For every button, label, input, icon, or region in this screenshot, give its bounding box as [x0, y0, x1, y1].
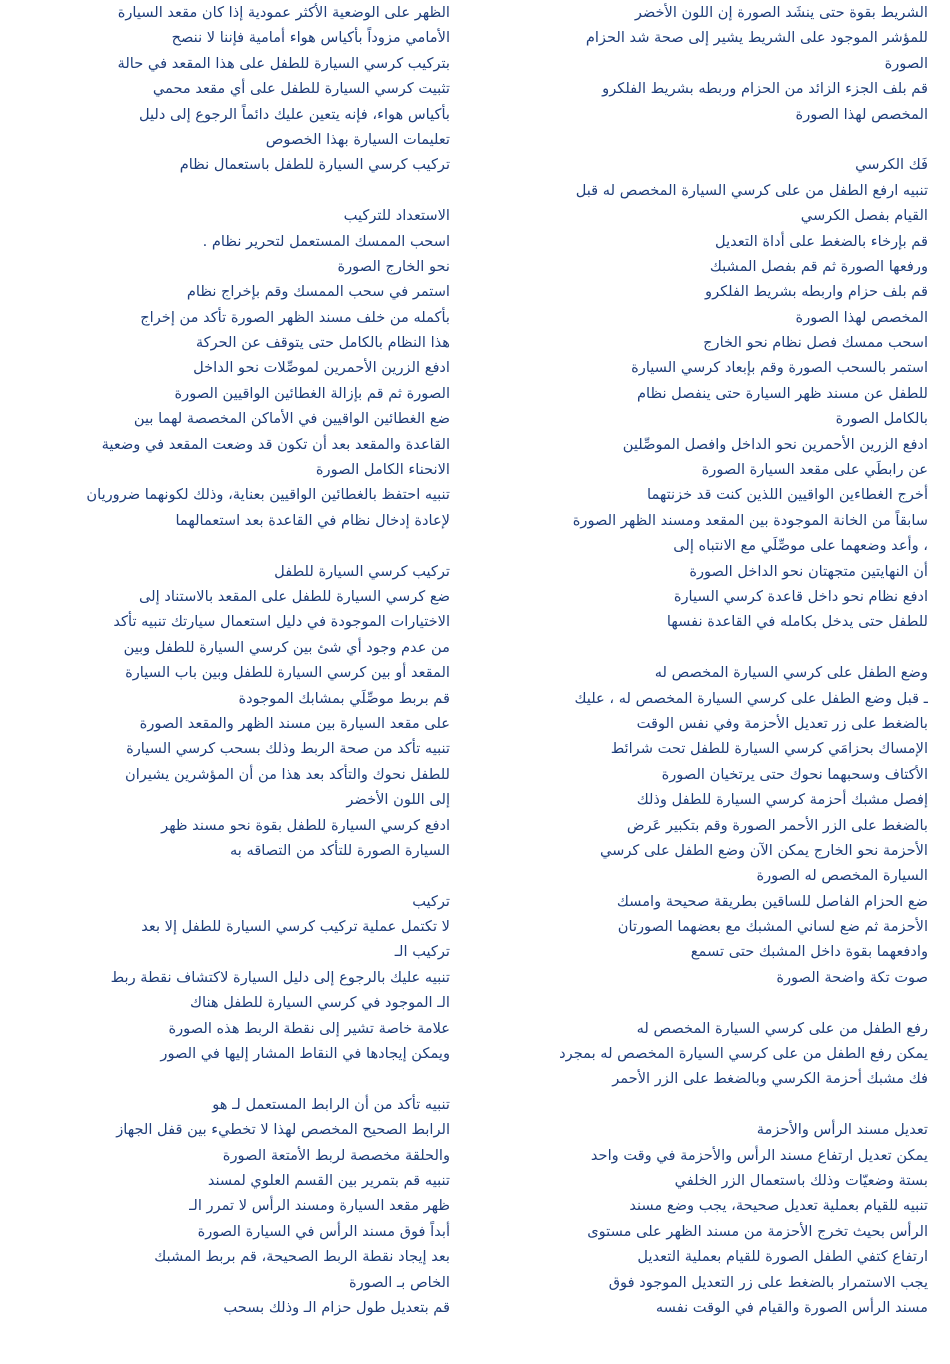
right-column-line: الشريط بقوة حتى ينشَد الصورة إن اللون الأخضر	[634, 4, 928, 21]
right-column-line: فك مشبك أحزمة الكرسي وبالضغط على الزر الأحمر	[612, 1070, 928, 1088]
right-column-line: ، وأعد وضعهما على موصِّلَي مع الانتباه إلى	[673, 537, 928, 555]
left-column-line: تنبيه تأكد من صحة الربط وذلك بسحب كرسي السيارة	[126, 740, 450, 758]
left-column-line: ظهر مقعد السيارة ومسند الرأس لا تمرر الـ	[189, 1197, 450, 1215]
left-column-line: الرابط الصحيح المخصص لهذا لا تخطيء بين قفل الجهاز	[116, 1121, 450, 1139]
right-column-line: استمر بالسحب الصورة وقم بإبعاد كرسي السيارة	[631, 359, 928, 377]
right-column-line: تنبيه ارفع الطفل من على كرسي السيارة المخصص له قبل	[575, 181, 928, 199]
left-column-line: علامة خاصة تشير إلى نقطة الربط هذه الصورة	[168, 1019, 450, 1037]
left-column-line: الاختيارات الموجودة في دليل استعمال سيارتك تنبيه تأكد	[113, 613, 450, 631]
right-column-line: عن رابطَي على مقعد السيارة الصورة	[701, 461, 928, 479]
left-column-line: تنبيه تأكد من أن الرابط المستعمل لـ هو	[212, 1095, 450, 1113]
left-column-line: الظهر على الوضعية الأكثر عمودية إذا كان مقعد السيارة	[117, 4, 450, 21]
right-column-line: ورفعها الصورة ثم قم بفصل المشبك	[709, 257, 928, 275]
right-column-line: أن النهايتين متجهتان نحو الداخل الصورة	[689, 562, 928, 580]
right-column-line: الإمساك بحزامَي كرسي السيارة للطفل تحت شرائط	[610, 740, 928, 758]
right-column-line: الصورة	[884, 54, 928, 72]
left-column-line: استمر في سحب الممسك وقم بإخراج نظام	[186, 283, 450, 301]
left-column-line: لا تكتمل عملية تركيب كرسي السيارة للطفل إلا بعد	[141, 918, 450, 936]
right-column-line: سابقاً من الخانة الموجودة بين المقعد ومسند الظهر الصورة	[572, 511, 928, 529]
left-column-line: على مقعد السيارة بين مسند الظهر والمقعد الصورة	[139, 714, 450, 732]
right-column-line: ادفع الزرين الأحمرين نحو الداخل وافصل الموصِّلين	[622, 435, 928, 453]
right-column-line: مسند الرأس الصورة والقيام في الوقت نفسه	[655, 1298, 928, 1316]
right-column-line: قم بلف الجزء الزائد من الحزام وربطه بشريط الفلكرو	[602, 80, 928, 98]
left-column-line: تنبيه احتفظ بالغطائين الواقيين بعناية، وذلك لكونهما ضروريان	[86, 486, 450, 504]
left-column-line: إلى اللون الأخضر	[346, 791, 450, 809]
left-column-line: نحو الخارج الصورة	[337, 257, 450, 275]
right-column-line	[494, 127, 928, 152]
right-column-line: تعديل مسند الرأس والأحزمة	[756, 1121, 928, 1139]
left-column-line: قم بتعديل طول حزام الـ وذلك بسحب	[223, 1298, 450, 1316]
right-column-line: بالضغط على الزر الأحمر الصورة وقم بتكبير عَرض	[626, 816, 928, 834]
right-column-line: السيارة المخصص له الصورة	[756, 867, 928, 885]
left-column-line: المقعد أو بين كرسي السيارة للطفل وبين باب السيارة	[125, 664, 450, 682]
left-column-line: ادفع كرسي السيارة للطفل بقوة نحو مسند ظهر	[161, 816, 450, 834]
right-column-line: قم بإرخاء بالضغط على أداة التعديل	[715, 232, 928, 250]
right-column-line: إفصل مشبك أحزمة كرسي السيارة للطفل وذلك	[636, 791, 928, 809]
left-column-line	[16, 863, 450, 888]
right-column-line: الرأس بحيث تخرج الأحزمة من مسند الظهر على مستوى	[587, 1222, 928, 1240]
right-column-line: بستة وضعيّات وذلك باستعمال الزر الخلفي	[674, 1171, 928, 1189]
left-column-line	[16, 1066, 450, 1091]
right-column-line: للطفل عن مسند ظهر السيارة حتى ينفصل نظام	[637, 384, 928, 402]
left-column-line: الخاص بـ الصورة	[348, 1273, 450, 1291]
left-column-line: هذا النظام بالكامل حتى يتوقف عن الحركة	[195, 334, 450, 352]
left-column-line	[16, 533, 450, 558]
left-column-line: بأكمله من خلف مسند الظهر الصورة تأكد من إخراج	[140, 308, 450, 326]
right-column-line: وادفعهما بقوة داخل المشبك حتى تسمع	[690, 943, 928, 961]
left-column-line: تنبيه قم بتمرير بين القسم العلوي لمسند	[207, 1171, 450, 1189]
left-column-line: تنبيه عليك بالرجوع إلى دليل السيارة لاكتشاف نقطة ربط	[110, 968, 450, 986]
left-column-line: ضع كرسي السيارة للطفل على المقعد بالاستناد إلى	[139, 587, 450, 605]
right-column-line: ـ قبل وضع الطفل على كرسي السيارة المخصص له ، عليك	[574, 689, 928, 707]
left-column-line: الـ الموجود في كرسي السيارة للطفل هناك	[189, 994, 450, 1012]
left-column-line: والحلقة مخصصة لربط الأمتعة الصورة	[222, 1146, 450, 1164]
right-column-line: قم بلف حزام واربطه بشريط الفلكرو	[705, 283, 928, 301]
left-column-line: الصورة ثم قم بإزالة الغطائين الواقيين الصورة	[174, 384, 450, 402]
left-column-line: ويمكن إيجادها في النقاط المشار إليها في الصور	[160, 1045, 450, 1063]
right-column-line: اسحب ممسك فصل نظام نحو الخارج	[703, 334, 928, 352]
right-column-line: ضع الحزام الفاصل للساقين بطريقة صحيحة وامسك	[616, 892, 928, 910]
right-column-line: ارتفاع كتفي الطفل الصورة للقيام بعملية التعديل	[637, 1248, 928, 1266]
right-column-line: الأكتاف وسحبهما نحوك حتى يرتخيان الصورة	[661, 765, 928, 783]
left-column-line: الاستعداد للتركيب	[343, 207, 450, 225]
right-column-line: للمؤشر الموجود على الشريط يشير إلى صحة شد الحزام	[585, 29, 928, 47]
left-column-line	[16, 178, 450, 203]
right-column-line: يجب الاستمرار بالضغط على زر التعديل الموجود فوق	[608, 1273, 928, 1291]
right-column-line: رفع الطفل من على كرسي السيارة المخصص له	[636, 1019, 928, 1037]
right-column-line: للطفل حتى يدخل بكامله في القاعدة نفسها	[666, 613, 928, 631]
left-column-line: تركيب	[412, 892, 450, 910]
right-column-line: المخصص لهذا الصورة	[795, 308, 928, 326]
right-column-line: يمكن تعديل ارتفاع مسند الرأس والأحزمة في وقت واحد	[590, 1146, 928, 1164]
right-column-line: صوت تكة واضحة الصورة	[776, 968, 928, 986]
right-column-line: بالكامل الصورة	[835, 410, 928, 428]
left-column-line: ادفع الزرين الأحمرين لموصِّلات نحو الداخل	[193, 359, 450, 377]
right-column-line: أخرج الغطاءين الواقيين اللذين كنت قد خزنتهما	[647, 486, 928, 504]
right-column-line: ادفع نظام نحو داخل قاعدة كرسي السيارة	[673, 587, 928, 605]
right-column-line	[494, 1092, 928, 1117]
left-column-line: للطفل نحوك والتأكد بعد هذا من أن المؤشرين يشيران	[125, 765, 450, 783]
left-column-line: بعد إيجاد نقطة الربط الصحيحة، قم بربط المشبك	[154, 1248, 450, 1266]
left-column-line: الأمامي مزوداً بأكياس هواء أمامية فإننا لا ننصح	[171, 29, 450, 47]
left-column-line: من عدم وجود أي شئ بين كرسي السيارة للطفل وبين	[123, 638, 450, 656]
left-column-line: القاعدة والمقعد بعد أن تكون قد وضعت المقعد في وضعية	[101, 435, 450, 453]
left-column-line: تركيب الـ	[394, 943, 450, 961]
left-column-line: أبداً فوق مسند الرأس في السيارة الصورة	[197, 1222, 450, 1240]
left-column-line: قم بربط موصِّلَي بمشابك الموجودة	[238, 689, 450, 707]
left-column-line: تركيب كرسي السيارة للطفل	[274, 562, 450, 580]
right-column-line: الأحزمة نحو الخارج يمكن الآن وضع الطفل على كرسي	[599, 841, 928, 859]
left-text-column	[16, 0, 450, 1320]
right-column-line: المخصص لهذا الصورة	[795, 105, 928, 123]
right-column-line	[494, 635, 928, 660]
right-column-line: يمكن رفع الطفل من على كرسي السيارة المخصص له بمجرد	[559, 1045, 928, 1063]
right-column-line: الأحزمة ثم ضع لساني المشبك مع بعضهما الصورتان	[617, 918, 928, 936]
left-column-line: السيارة الصورة للتأكد من التصاقه به	[229, 841, 450, 859]
right-column-line: فَك الكرسي	[855, 156, 928, 174]
right-column-line: بالضغط على زر تعديل الأحزمة وفي نفس الوقت	[636, 714, 928, 732]
right-column-line: القيام بفصل الكرسي	[800, 207, 928, 225]
left-column-line: تعليمات السيارة بهذا الخصوص	[265, 130, 450, 148]
left-column-line: الانحناء الكامل الصورة	[315, 461, 450, 479]
left-column-line: لإعادة إدخال نظام في القاعدة بعد استعمالهما	[175, 511, 450, 529]
left-column-line: تثبيت كرسي السيارة للطفل على أي مقعد محمي	[152, 80, 450, 98]
right-column-line: وضع الطفل على كرسي السيارة المخصص له	[654, 664, 928, 682]
right-column-line: تنبيه للقيام بعملية تعديل صحيحة، يجب وضع مسند	[629, 1197, 928, 1215]
left-column-line: بأكياس هواء، فإنه يتعين عليك دائماً الرجوع إلى دليل	[138, 105, 450, 123]
left-column-line: اسحب الممسك المستعمل لتحرير نظام .	[202, 232, 450, 250]
left-column-line: بتركيب كرسي السيارة للطفل على هذا المقعد في حالة	[117, 54, 450, 72]
right-text-column	[494, 0, 928, 1320]
left-column-line: ضع الغطائين الواقيين في الأماكن المخصصة لهما بين	[133, 410, 450, 428]
right-column-line	[494, 990, 928, 1015]
left-column-line: تركيب كرسي السيارة للطفل باستعمال نظام	[179, 156, 450, 174]
